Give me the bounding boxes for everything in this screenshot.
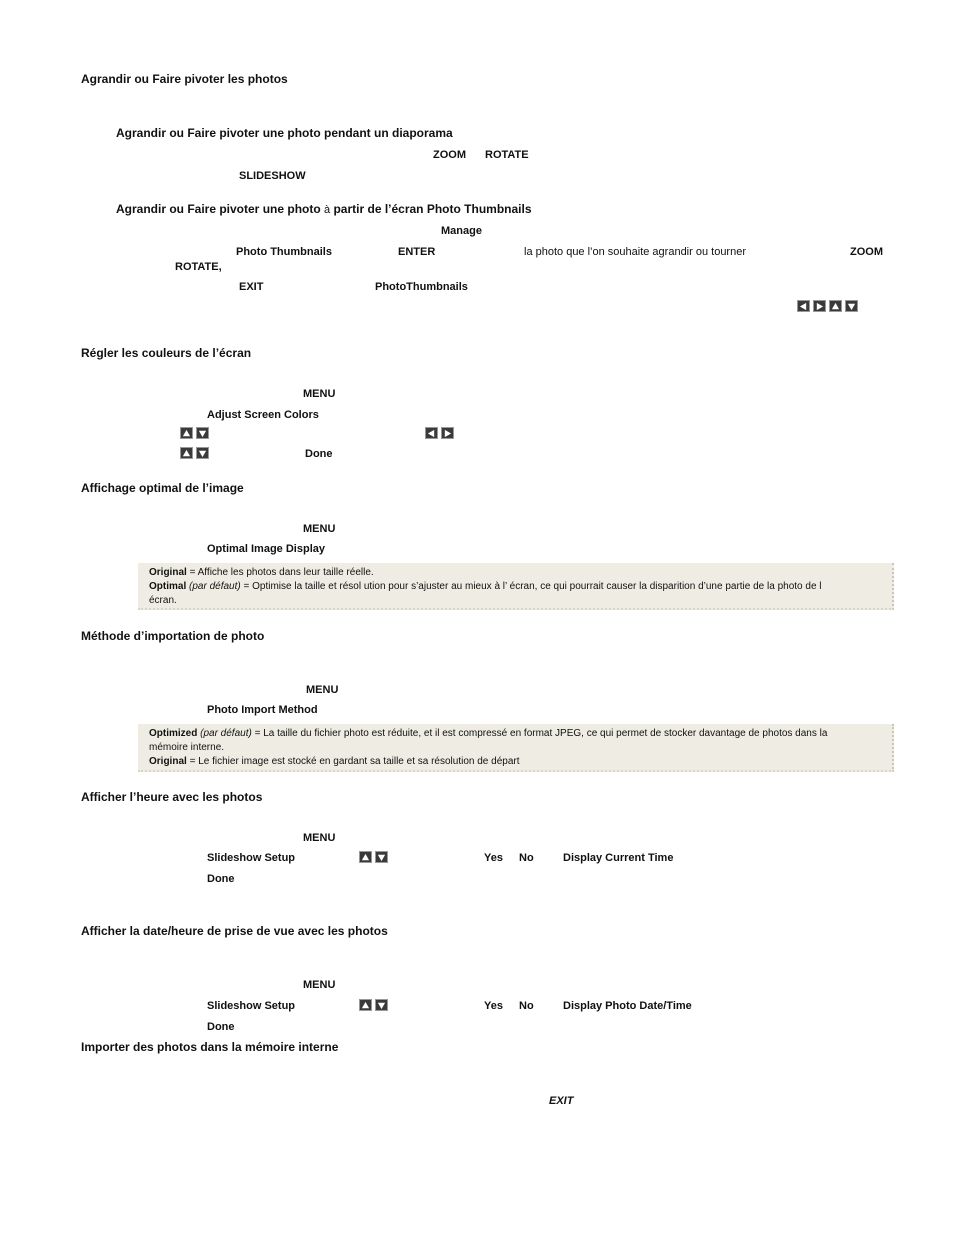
arrow-keys-updown (180, 427, 209, 439)
optimal-image-display-label: Optimal Image Display (207, 543, 325, 555)
slideshow-setup-label: Slideshow Setup (207, 852, 296, 864)
photo-thumbnails-label: Photo Thumbnails (236, 246, 332, 258)
zoom-key-label: ZOOM (433, 149, 466, 161)
done-label: Done (305, 448, 333, 460)
no-option-label: No (519, 852, 534, 864)
arrow-keys-updown (359, 999, 388, 1011)
arrow-keys-group (797, 300, 858, 312)
done-label: Done (207, 1021, 235, 1033)
heading-screen-colors: Régler les couleurs de l’écran (81, 346, 252, 360)
arrow-left-icon (797, 300, 810, 312)
note-line (149, 566, 882, 580)
slideshow-key-label: SLIDESHOW (239, 170, 306, 182)
note-key: Optimal (149, 581, 187, 592)
zoom-key-label-2: ZOOM (850, 246, 883, 258)
subheading-part: à (324, 204, 331, 216)
menu-key-label: MENU (303, 388, 336, 400)
heading-import-internal: Importer des photos dans la mémoire interne (81, 1040, 339, 1054)
arrow-down-icon (196, 427, 209, 439)
yes-option-label: Yes (484, 1000, 503, 1012)
adjust-screen-colors-label: Adjust Screen Colors (207, 409, 319, 421)
heading-display-date: Afficher la date/heure de prise de vue avec les photos (81, 924, 388, 938)
import-method-note (138, 724, 894, 772)
menu-key-label: MENU (303, 523, 336, 535)
note-line (149, 580, 882, 594)
subheading-part: partir de l’écran Photo Thumbnails (330, 202, 532, 216)
note-text: = Le fichier image est stocké en gardant sa taille et sa résolution de départ (186, 756, 520, 767)
note-default: (par défaut) (197, 728, 252, 739)
subheading-zoom-slideshow: Agrandir ou Faire pivoter une photo pendant un diaporama (116, 126, 453, 140)
exit-key-label: EXIT (239, 281, 264, 293)
arrow-left-icon (425, 427, 438, 439)
arrow-keys-updown (359, 851, 388, 863)
arrow-up-icon (829, 300, 842, 312)
menu-key-label: MENU (303, 979, 336, 991)
arrow-keys-updown (180, 447, 209, 459)
subheading-part: Agrandir ou Faire pivoter une photo (116, 202, 325, 216)
arrow-right-icon (813, 300, 826, 312)
arrow-up-icon (180, 447, 193, 459)
note-line (149, 727, 882, 741)
rotate-key-label: ROTATE (485, 149, 529, 161)
photothumbnails-label: PhotoThumbnails (375, 281, 468, 293)
done-label: Done (207, 873, 235, 885)
note-text: = La taille du fichier photo est réduite, et il est compressé en format JPEG, ce qui permet de stocker davantage de photos dans la (251, 728, 828, 739)
subheading-zoom-thumbnails (116, 203, 532, 217)
yes-option-label: Yes (484, 852, 503, 864)
display-photo-datetime-label: Display Photo Date/Time (563, 1000, 692, 1012)
note-text: = Affiche les photos dans leur taille réelle. (186, 567, 374, 578)
arrow-up-icon (359, 999, 372, 1011)
exit-key-label: EXIT (549, 1095, 574, 1107)
note-line (149, 755, 882, 769)
heading-display-time: Afficher l’heure avec les photos (81, 790, 263, 804)
manage-label: Manage (441, 225, 482, 237)
arrow-down-icon (845, 300, 858, 312)
arrow-down-icon (375, 851, 388, 863)
note-line: mémoire interne. (149, 742, 225, 753)
heading-import-method: Méthode d’importation de photo (81, 629, 265, 643)
note-key: Optimized (149, 728, 198, 739)
arrow-keys-leftright (425, 427, 454, 439)
enter-key-label: ENTER (398, 246, 436, 258)
note-default: (par défaut) (186, 581, 241, 592)
photo-import-method-label: Photo Import Method (207, 704, 318, 716)
no-option-label: No (519, 1000, 534, 1012)
optimal-display-note (138, 563, 894, 610)
menu-key-label: MENU (306, 684, 339, 696)
arrow-right-icon (441, 427, 454, 439)
heading-zoom-rotate: Agrandir ou Faire pivoter les photos (81, 72, 288, 86)
display-current-time-label: Display Current Time (563, 852, 674, 864)
note-text: = Optimise la taille et résol ution pour s’ajuster au mieux à l’ écran, ce qui pourrait causer la disparition d’une partie de la photo de l (240, 581, 822, 592)
menu-key-label: MENU (303, 832, 336, 844)
select-photo-text: la photo que l’on souhaite agrandir ou tourner (524, 246, 746, 258)
arrow-up-icon (359, 851, 372, 863)
arrow-down-icon (196, 447, 209, 459)
arrow-up-icon (180, 427, 193, 439)
rotate-key-label-2: ROTATE, (175, 261, 222, 273)
arrow-down-icon (375, 999, 388, 1011)
note-key: Original (149, 567, 187, 578)
note-line: écran. (149, 595, 177, 606)
heading-optimal-display: Affichage optimal de l’image (81, 481, 244, 495)
note-key: Original (149, 756, 187, 767)
slideshow-setup-label: Slideshow Setup (207, 1000, 296, 1012)
